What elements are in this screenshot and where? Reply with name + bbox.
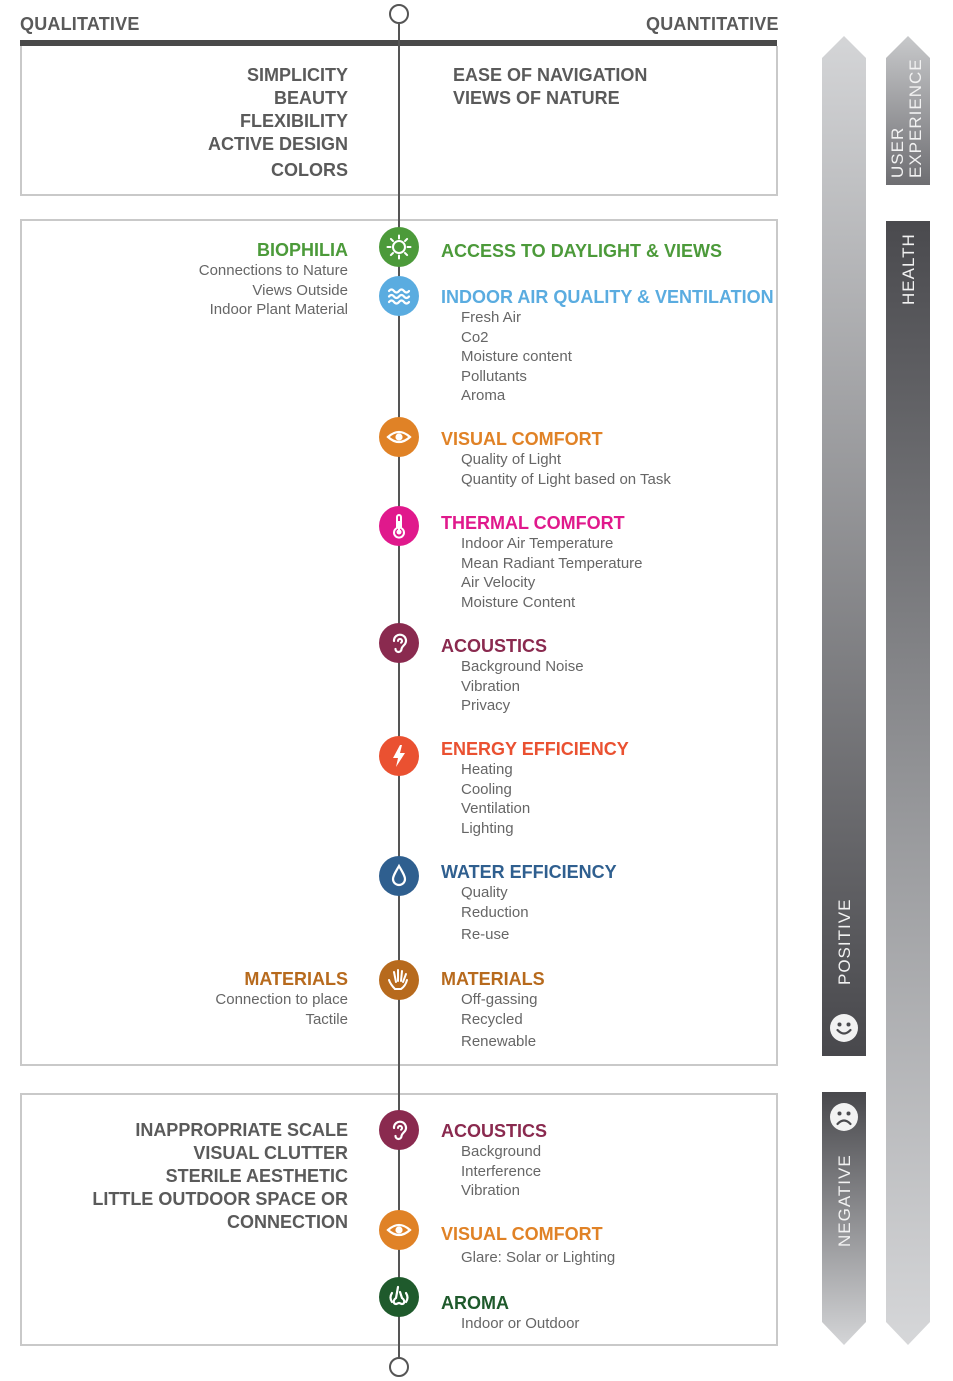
group-item: Co2 [461,328,489,346]
group-item: Fresh Air [461,309,522,326]
negative-item: INAPPROPRIATE SCALE [135,1120,348,1140]
group-item: Off-gassing [461,991,538,1008]
group-item: Quality [461,884,508,901]
axis-bottom-circle [389,1357,409,1377]
group-item: Lighting [461,819,514,837]
happy-face-icon [829,1013,859,1043]
health-arrow [886,221,930,1345]
negative-item: STERILE AESTHETIC [165,1166,348,1186]
group-energy-efficiency [441,738,629,838]
group-title: AROMA [441,1293,509,1313]
nose-icon [379,1277,419,1317]
quality-item: SIMPLICITY [246,65,348,85]
user-experience-label [889,58,925,178]
ear-icon [379,1110,419,1150]
neg-group-aroma [441,1292,579,1334]
biophilia-item: Indoor Plant Material [209,301,348,318]
group-item: Heating [461,761,513,778]
eye-icon [379,417,419,457]
group-item: Re-use [461,926,510,943]
group-item: Indoor Air Temperature [461,535,614,552]
quality-item: BEAUTY [273,88,348,108]
group-title: INDOOR AIR QUALITY & VENTILATION [441,287,774,307]
qualitative-header: QUALITATIVE [20,14,140,34]
group-title: ACOUSTICS [441,636,548,656]
thermometer-icon [379,506,419,546]
quantity-item: EASE OF NAVIGATION [453,65,648,85]
group-item: Vibration [461,1182,520,1199]
group-item: Renewable [461,1033,537,1050]
group-item: Quantity of Light based on Task [461,470,671,488]
quality-item: ACTIVE DESIGN [207,134,348,154]
group-item: Reduction [461,903,529,921]
negative-left-list [92,1119,348,1234]
eye-icon [379,1210,419,1250]
group-title: ACOUSTICS [441,1121,548,1141]
group-materials [441,968,545,1052]
group-item: Interference [461,1162,542,1180]
group-acoustics [441,635,584,716]
group-item: Moisture Content [461,593,576,611]
biophilia-title: BIOPHILIA [256,240,348,260]
group-title: WATER EFFICIENCY [441,862,617,882]
group-item: Indoor or Outdoor [461,1315,580,1332]
waves-icon [379,276,419,316]
negative-item: LITTLE OUTDOOR SPACE OR [92,1189,348,1209]
biophilia-item: Connections to Nature [198,262,348,279]
group-item: Quality of Light [461,451,562,468]
group-item: Moisture content [461,348,572,365]
group-item: Cooling [461,780,512,798]
top-left-list [208,64,348,182]
negative-item: VISUAL CLUTTER [193,1143,348,1163]
biophilia-block [199,239,348,320]
neg-group-visual-comfort [441,1223,615,1268]
group-title: THERMAL COMFORT [441,513,625,533]
axis-top-circle [389,4,409,24]
group-item: Background Noise [461,658,584,675]
timeline-axis [398,24,400,1358]
negative-label: NEGATIVE [835,1154,854,1247]
materials-left-block [215,968,348,1029]
group-item: Air Velocity [461,574,536,591]
group-title: VISUAL COMFORT [441,1224,603,1244]
materials-left-item: Connection to place [215,991,348,1008]
water-drop-icon [379,856,419,896]
group-title: MATERIALS [441,969,545,989]
lightning-icon [379,736,419,776]
sad-face-icon [829,1102,859,1132]
materials-left-item: Tactile [305,1010,348,1028]
neg-group-acoustics [441,1120,547,1201]
group-title: VISUAL COMFORT [441,429,603,449]
group-title: ENERGY EFFICIENCY [441,739,629,759]
hand-icon [379,960,419,1000]
quality-item: FLEXIBILITY [240,111,348,131]
biophilia-item: Views Outside [252,281,348,299]
group-item: Recycled [461,1010,523,1028]
health-label: HEALTH [899,233,918,305]
group-daylight [441,240,722,262]
negative-item: CONNECTION [227,1212,348,1232]
group-air-quality [441,286,774,406]
materials-left-title: MATERIALS [244,969,348,989]
group-item: Privacy [461,697,511,714]
user-experience-label-line1: USER [888,126,907,178]
ear-icon [379,623,419,663]
quality-item: COLORS [270,160,348,180]
quantity-item: VIEWS OF NATURE [453,88,620,108]
group-visual-comfort [441,428,671,489]
top-right-list [453,64,647,110]
group-item: Vibration [461,677,520,695]
group-item: Ventilation [461,800,531,817]
positive-label: POSITIVE [835,898,854,985]
group-water-efficiency [441,861,617,945]
group-item: Aroma [461,387,506,404]
group-item: Glare: Solar or Lighting [461,1249,616,1266]
user-experience-label-line2: EXPERIENCE [906,58,925,178]
group-item: Background [461,1143,542,1160]
sun-icon [379,227,419,267]
group-title: ACCESS TO DAYLIGHT & VIEWS [441,241,723,261]
group-thermal-comfort [441,512,643,612]
group-item: Mean Radiant Temperature [461,554,643,572]
quantitative-header: QUANTITATIVE [646,14,779,34]
group-item: Pollutants [461,367,527,385]
